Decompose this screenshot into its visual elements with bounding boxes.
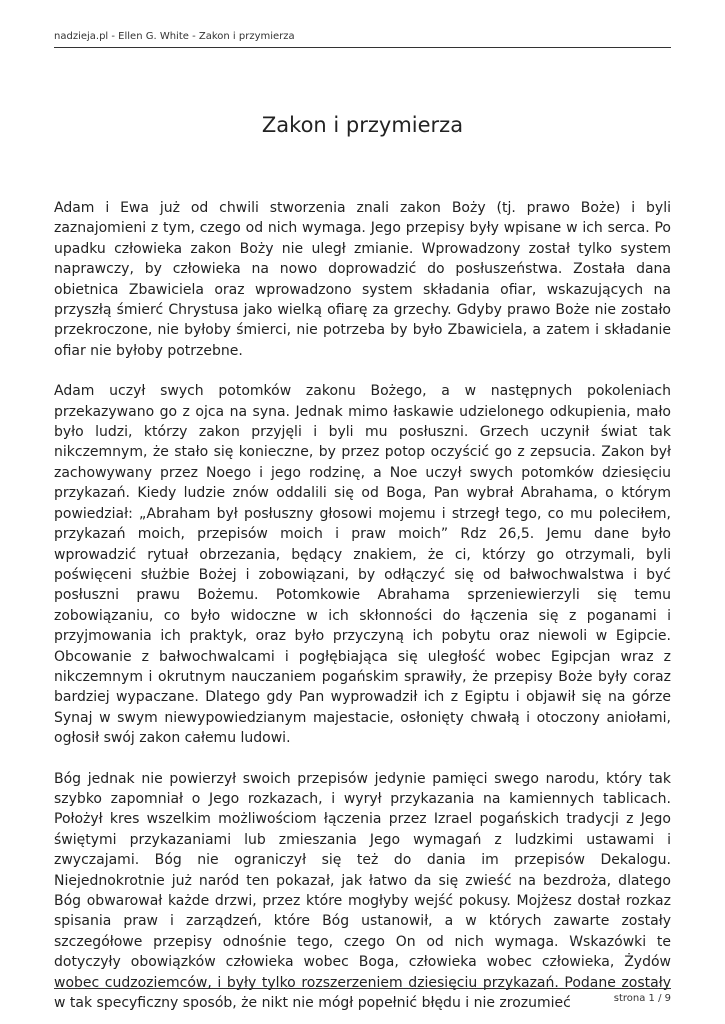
paragraph: Bóg jednak nie powierzył swoich przepisów jedynie pamięci swego narodu, który tak szybko zapomniał o Jego rozkazach, i wyrył przykazania na kamiennych tablicach. Położył kres wszelkim możliwościom łączenia przez Izrael pogańskich tradycji z Jego świętymi przykazaniami lub zmieszania Jego wymagań z ludzkimi ustawami i zwyczajami. Bóg nie ograniczył się też do dania im przepisów Dekalogu. Niejednokrotnie już naród ten pokazał, jak łatwo da się zwieść na bezdroża, dlatego Bóg obwarował każde drzwi, przez które mogłyby wejść pokusy. Mojżesz dostał rozkaz spisania praw i zarządzeń, które Bóg ustanowił, a w których zawarte zostały szczegółowe przepisy odnośnie tego, czego On od nich wymaga. Wskazówki te dotyczyły obowiązków człowieka wobec Boga, człowieka wobec człowieka, Żydów wobec cudzoziemców, i były tylko rozszerzeniem dziesięciu przykazań. Podane zostały w tak specyficzny sposób, że nikt nie mógł popełnić błędu i nie zrozumieć [54, 770, 671, 1012]
header-text: nadzieja.pl - Ellen G. White - Zakon i przymierza [54, 31, 295, 42]
document-title: Zakon i przymierza [261, 113, 464, 137]
page-header [54, 27, 671, 48]
page-footer [54, 988, 671, 1004]
paragraph: Adam i Ewa już od chwili stworzenia znali zakon Boży (tj. prawo Boże) i byli zaznajomieni z tym, czego od nich wymaga. Jego przepisy były wpisane w ich serca. Po upadku człowieka zakon Boży nie uległ zmianie. Wprowadzony został tylko system naprawczy, by człowieka na nowo doprowadzić do posłuszeństwa. Została dana obietnica Zbawiciela oraz wprowadzono system składania ofiar, wskazujących na przyszłą śmierć Chrystusa jako wielką ofiarę za grzechy. Gdyby prawo Boże nie zostało przekroczone, nie byłoby śmierci, nie potrzeba by było Zbawiciela, a zatem i składanie ofiar nie byłoby potrzebne. [54, 200, 671, 359]
paragraph: Adam uczył swych potomków zakonu Bożego, a w następnych pokoleniach przekazywano go z ojca na syna. Jednak mimo łaskawie udzielonego odkupienia, mało było ludzi, którzy zakon przyjęli i byli mu posłuszni. Grzech uczynił świat tak nikczemnym, że stało się konieczne, by przez potop oczyścić go z zepsucia. Zakon był zachowywany przez Noego i jego rodzinę, a Noe uczył swych potomków dziesięciu przykazań. Kiedy ludzie znów oddalili się od Boga, Pan wybrał Abrahama, o którym powiedział: „Abraham był posłuszny głosowi mojemu i strzegł tego, co mu poleciłem, przykazań moich, przepisów moich i praw moich” Rdz 26,5. Jemu dane było wprowadzić rytuał obrzezania, będący znakiem, że ci, którzy go otrzymali, byli poświęceni służbie Bożej i zobowiązani, by odłączyć się od bałwochwalstwa i być posłuszni prawu Bożemu. Potomkowie Abrahama sprzeniewierzyli się temu zobowiązaniu, co było widoczne w ich skłonności do łączenia się z poganami i przyjmowania ich praktyk, oraz było przyczyną ich pobytu oraz niewoli w Egipcie. Obcowanie z bałwochwalcami i pogłębiająca się uległość wobec Egipcjan wraz z nikczemnym i okrutnym nauczaniem pogańskim sprawiły, że przepisy Boże były coraz bardziej wypaczane. Dlatego gdy Pan wyprowadził ich z Egiptu i objawił się na górze Synaj w swym niewypowiedzianym majestacie, osłonięty chwałą i otoczony aniołami, ogłosił swój zakon całemu ludowi. [54, 383, 671, 747]
page-number: strona 1 / 9 [613, 993, 671, 1004]
